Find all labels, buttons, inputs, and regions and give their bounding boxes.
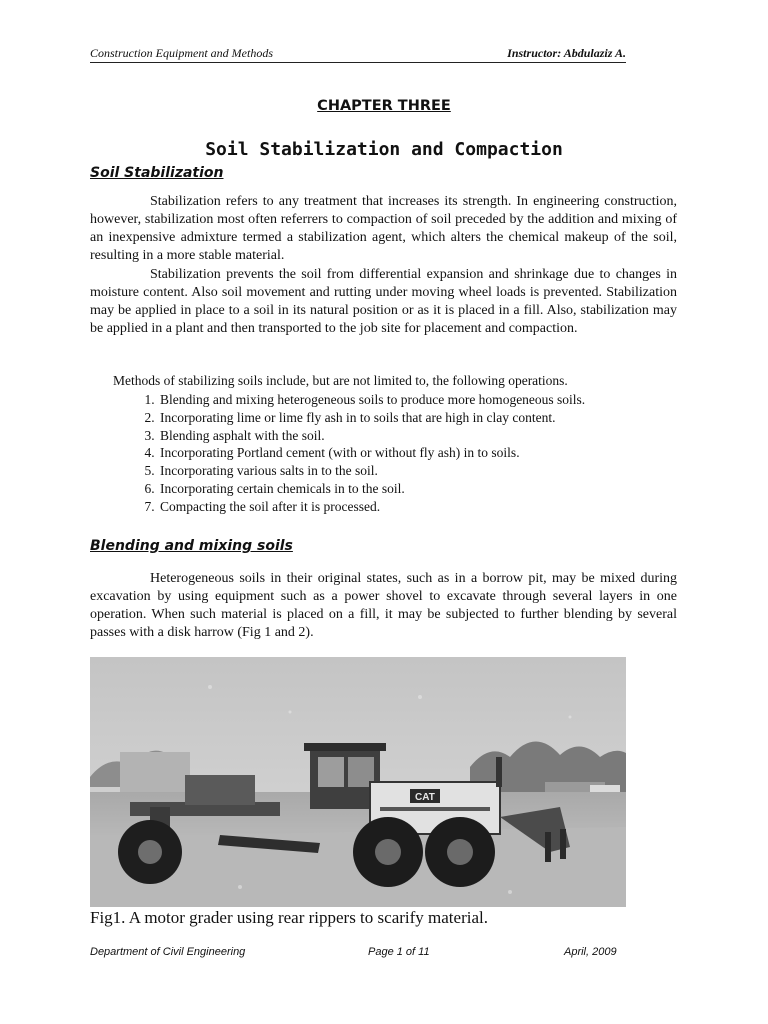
chapter-heading: CHAPTER THREE (317, 98, 451, 114)
instructor-name: Instructor: Abdulaziz A. (507, 46, 626, 60)
list-item: 3. Blending asphalt with the soil. (158, 427, 718, 445)
section-heading-soil-stabilization: Soil Stabilization (90, 165, 224, 181)
footer-date: April, 2009 (564, 946, 617, 958)
list-item: 5. Incorporating various salts in to the soil. (158, 462, 718, 480)
section-heading-blending: Blending and mixing soils (90, 538, 293, 554)
list-item: 6. Incorporating certain chemicals in to the soil. (158, 480, 718, 498)
paragraph-stabilization-purpose (90, 266, 677, 338)
figure-caption: Fig1. A motor grader using rear rippers to scarify material. (90, 908, 488, 927)
motor-grader-illustration (90, 657, 626, 907)
page-header (90, 46, 626, 63)
footer-page-number: Page 1 of 11 (368, 946, 430, 958)
methods-intro: Methods of stabilizing soils include, but are not limited to, the following operations. (113, 373, 568, 388)
footer-department: Department of Civil Engineering (90, 946, 246, 958)
page-title: Soil Stabilization and Compaction (205, 139, 563, 160)
paragraph-stabilization-definition (90, 193, 677, 265)
paragraph-text: Stabilization prevents the soil from differential expansion and shrinkage due to changes in moisture content. Also soil movement and rutting under moving wheel loads is prevented. Stabilization may be applied in place to a soil in its natural position or as it is placed in a fill. Also, stabilization may be applied in a plant and then transported to the job site for placement and compaction. (90, 267, 677, 336)
list-item: 7. Compacting the soil after it is processed. (158, 498, 718, 516)
paragraph-text: Heterogeneous soils in their original states, such as in a borrow pit, may be mixed during excavation by using equipment such as a power shovel to excavate through several layers in one operation. When such material is placed on a fill, it may be subjected to further blending by several passes with a disk harrow (Fig 1 and 2). (90, 571, 677, 640)
list-item: 4. Incorporating Portland cement (with or without fly ash) in to soils. (158, 444, 718, 462)
paragraph-text: Stabilization refers to any treatment that increases its strength. In engineering construction, however, stabilization most often referrers to compaction of soil preceded by the addition and mixing of an inexpensive admixture termed a stabilization agent, which alters the chemical makeup of the soil, resulting in a more stable material. (90, 194, 677, 263)
list-item: 2. Incorporating lime or lime fly ash in to soils that are high in clay content. (158, 409, 718, 427)
course-title: Construction Equipment and Methods (90, 46, 273, 60)
methods-list (113, 391, 718, 516)
paragraph-blending (90, 570, 677, 642)
cat-badge: CAT (415, 792, 435, 803)
list-item: 1. Blending and mixing heterogeneous soils to produce more homogeneous soils. (158, 391, 718, 409)
motor-grader-photo (90, 657, 626, 907)
